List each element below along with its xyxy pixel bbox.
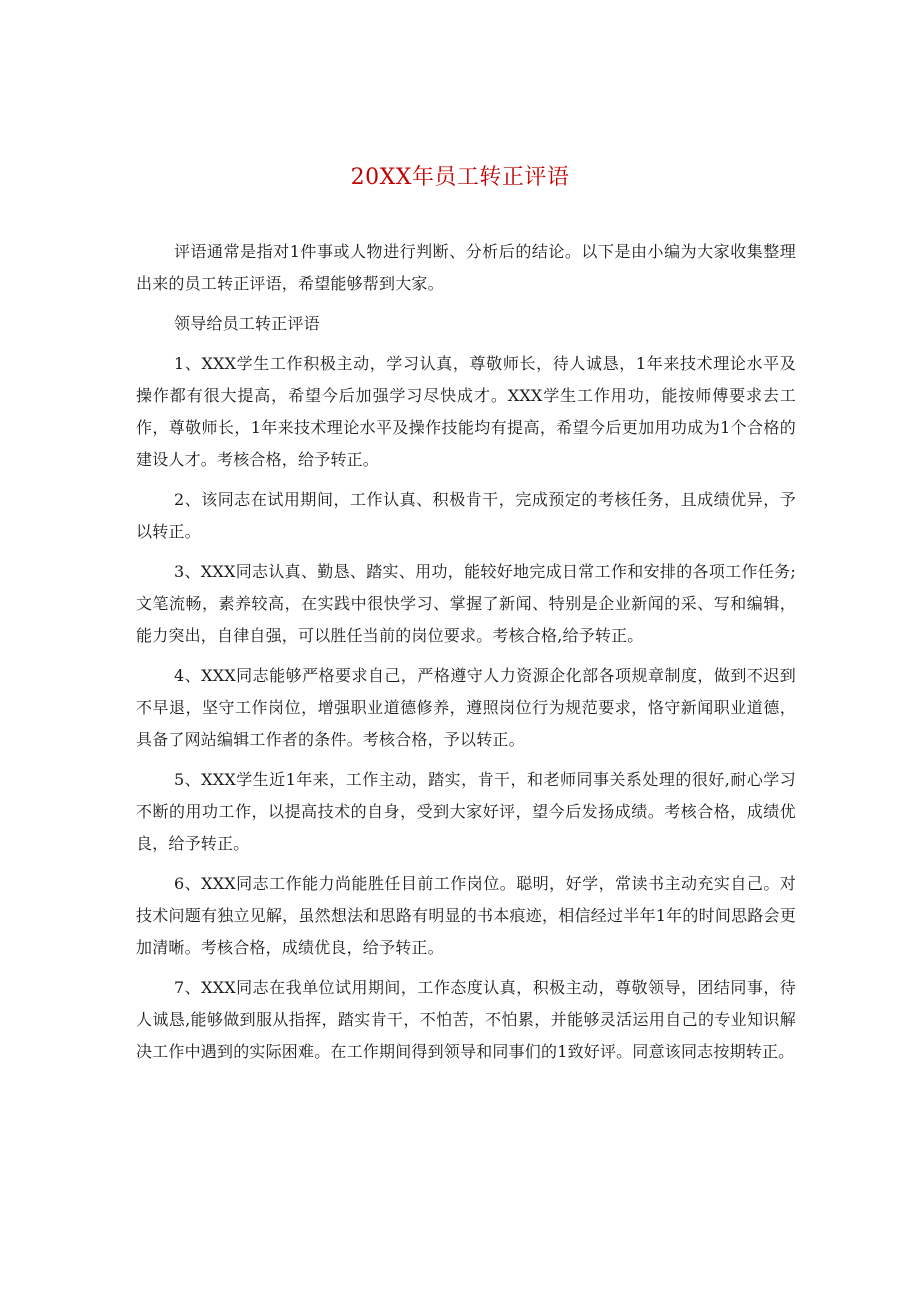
list-item: 1、XXX学生工作积极主动，学习认真，尊敬师长，待人诚恳，1年来技术理论水平及操作都有很大提高，希望今后加强学习尽快成才。XXX学生工作用功，能按师傅要求去工作，尊敬师长，1年来技术理论水平及操作技能均有提高，希望今后更加用功成为1个合格的建设人才。考核合格，给予转正。 xyxy=(136,354,796,469)
list-item: 2、该同志在试用期间，工作认真、积极肯干，完成预定的考核任务，且成绩优异，予以转正。 xyxy=(136,490,796,541)
document-title: 20XX年员工转正评语 xyxy=(350,165,570,190)
list-item: 3、XXX同志认真、勤恳、踏实、用功，能较好地完成日常工作和安排的各项工作任务;文笔流畅，素养较高，在实践中很快学习、掌握了新闻、特别是企业新闻的采、写和编辑，能力突出，自律自强，可以胜任当前的岗位要求。考核合格,给予转正。 xyxy=(136,562,796,645)
section-heading: 领导给员工转正评语 xyxy=(174,314,320,333)
list-item: 5、XXX学生近1年来，工作主动，踏实，肯干，和老师同事关系处理的很好,耐心学习不断的用功工作，以提高技术的自身，受到大家好评，望今后发扬成绩。考核合格，成绩优良，给予转正。 xyxy=(136,770,796,853)
list-item: 6、XXX同志工作能力尚能胜任目前工作岗位。聪明，好学，常读书主动充实自己。对技术问题有独立见解，虽然想法和思路有明显的书本痕迹，相信经过半年1年的时间思路会更加清晰。考核合格，成绩优良，给予转正。 xyxy=(136,874,796,957)
list-item: 7、XXX同志在我单位试用期间，工作态度认真，积极主动，尊敬领导，团结同事，待人诚恳,能够做到服从指挥，踏实肯干，不怕苦，不怕累，并能够灵活运用自己的专业知识解决工作中遇到的实际困难。在工作期间得到领导和同事们的1致好评。同意该同志按期转正。 xyxy=(136,978,796,1061)
list-item: 4、XXX同志能够严格要求自己，严格遵守人力资源企化部各项规章制度，做到不迟到不早退，坚守工作岗位，增强职业道德修养，遵照岗位行为规范要求，恪守新闻职业道德，具备了网站编辑工作者的条件。考核合格，予以转正。 xyxy=(136,666,796,749)
document-body xyxy=(136,236,796,1076)
intro-paragraph: 评语通常是指对1件事或人物进行判断、分析后的结论。以下是由小编为大家收集整理出来的员工转正评语，希望能够帮到大家。 xyxy=(136,242,796,293)
